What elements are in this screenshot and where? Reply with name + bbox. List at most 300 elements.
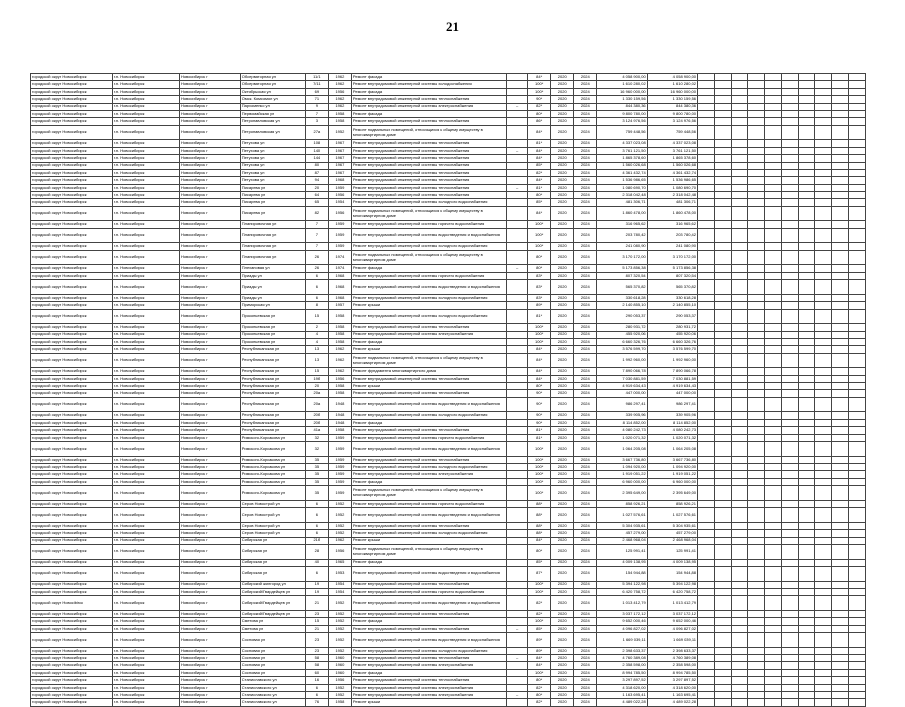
cell-region: Новосибирск г <box>179 103 240 110</box>
cell-dash <box>507 390 528 397</box>
cell-empty <box>849 199 866 206</box>
cell-year: 1959 <box>328 442 351 457</box>
cell-empty <box>765 272 782 279</box>
cell-y2: 2024 <box>574 302 597 309</box>
cell-dash <box>507 302 528 309</box>
cell-empty <box>731 368 748 375</box>
cell-y2: 2024 <box>574 530 597 537</box>
cell-house: 23 <box>305 610 328 617</box>
cell-empty <box>765 192 782 199</box>
cell-dash <box>507 96 528 103</box>
cell-y2: 2024 <box>574 390 597 397</box>
table-row <box>31 508 866 523</box>
cell-empty <box>815 338 832 345</box>
cell-dash <box>507 486 528 501</box>
cell-empty <box>781 500 798 507</box>
cell-empty <box>815 559 832 566</box>
table-row <box>31 566 866 581</box>
cell-empty <box>765 169 782 176</box>
cell-empty <box>849 338 866 345</box>
cell-empty <box>849 125 866 140</box>
cell-empty <box>714 537 731 544</box>
cell-empty <box>798 177 815 184</box>
cell-pct: 100* <box>528 456 551 463</box>
cell-year: 1968 <box>328 294 351 301</box>
cell-locality: г.п. Новосибирск <box>112 618 179 625</box>
cell-dash <box>507 397 528 412</box>
cell-region: Новосибирск г <box>179 427 240 434</box>
cell-sum2: 1 992 960,00 <box>647 353 697 368</box>
cell-year: 1952 <box>328 125 351 140</box>
cell-sum2: 339 905,96 <box>647 412 697 419</box>
cell-empty <box>798 272 815 279</box>
cell-empty <box>714 265 731 272</box>
cell-empty <box>832 368 849 375</box>
cell-empty <box>781 324 798 331</box>
cell-empty <box>849 677 866 684</box>
cell-year: 1952 <box>328 508 351 523</box>
cell-sum2: 3 576 599,70 <box>647 346 697 353</box>
cell-empty <box>849 397 866 412</box>
cell-sum2: 1 094 920,00 <box>647 464 697 471</box>
cell-pct: 100* <box>528 464 551 471</box>
cell-empty <box>849 684 866 691</box>
cell-empty <box>731 184 748 191</box>
cell-empty <box>849 544 866 559</box>
cell-empty <box>815 324 832 331</box>
cell-street: Прокопьевская ул <box>240 309 305 324</box>
cell-dash <box>507 368 528 375</box>
cell-district: городской округ Новосибирск <box>31 177 113 184</box>
cell-house: 58 <box>305 662 328 669</box>
cell-pct: 90* <box>528 397 551 412</box>
cell-empty <box>832 478 849 485</box>
cell-empty <box>698 302 715 309</box>
cell-empty <box>781 184 798 191</box>
cell-y1: 2020 <box>551 537 574 544</box>
cell-empty <box>731 110 748 117</box>
cell-empty <box>781 331 798 338</box>
cell-locality: г.п. Новосибирск <box>112 169 179 176</box>
cell-empty <box>731 633 748 648</box>
cell-locality: г.п. Новосибирск <box>112 434 179 441</box>
cell-district: городской округ Новосибирск <box>31 508 113 523</box>
cell-y1: 2020 <box>551 596 574 611</box>
cell-region: Новосибирск г <box>179 471 240 478</box>
cell-dash: – <box>507 103 528 110</box>
table-row <box>31 103 866 110</box>
cell-street: Приморская ул <box>240 302 305 309</box>
cell-empty <box>714 677 731 684</box>
cell-dash <box>507 353 528 368</box>
cell-empty <box>748 280 765 295</box>
cell-sum2: 5 173 856,38 <box>647 265 697 272</box>
cell-empty <box>815 596 832 611</box>
cell-year: 1956 <box>328 88 351 95</box>
cell-house: 32 <box>305 442 328 457</box>
cell-sum2: 6 420 758,72 <box>647 588 697 595</box>
cell-district: городской округ Новосибирск <box>31 199 113 206</box>
cell-empty <box>731 500 748 507</box>
cell-dash <box>507 206 528 221</box>
cell-empty <box>798 206 815 221</box>
cell-empty <box>714 206 731 221</box>
cell-empty <box>849 647 866 654</box>
cell-district: городской округ Новосибирск <box>31 699 113 706</box>
cell-year: 1959 <box>328 478 351 485</box>
cell-locality: г.п. Новосибирск <box>112 692 179 699</box>
cell-y2: 2024 <box>574 427 597 434</box>
table-row <box>31 81 866 88</box>
cell-empty <box>714 331 731 338</box>
cell-empty <box>815 442 832 457</box>
cell-sum1: 1 163 695,41 <box>597 692 647 699</box>
cell-street: Республиканская ул <box>240 383 305 390</box>
cell-pct: 84* <box>528 74 551 81</box>
cell-locality: г.п. Новосибирск <box>112 500 179 507</box>
cell-district: городской округ Новосибирск <box>31 147 113 154</box>
cell-empty <box>748 684 765 691</box>
cell-sum1: 1 560 026,68 <box>597 162 647 169</box>
cell-empty <box>832 559 849 566</box>
cell-empty <box>714 272 731 279</box>
cell-empty <box>781 588 798 595</box>
cell-empty <box>815 662 832 669</box>
cell-house: 6 <box>305 522 328 529</box>
table-row <box>31 647 866 654</box>
cell-empty <box>832 125 849 140</box>
cell-year: 1952 <box>328 684 351 691</box>
cell-empty <box>849 669 866 676</box>
cell-region: Новосибирск г <box>179 610 240 617</box>
cell-dash <box>507 110 528 117</box>
cell-empty <box>781 478 798 485</box>
cell-pct: 84* <box>528 353 551 368</box>
cell-empty <box>714 566 731 581</box>
cell-locality: г.п. Новосибирск <box>112 655 179 662</box>
cell-street: Октябрьская ул <box>240 88 305 95</box>
cell-region: Новосибирск г <box>179 655 240 662</box>
cell-empty <box>815 618 832 625</box>
cell-empty <box>781 250 798 265</box>
cell-year: 1962 <box>328 81 351 88</box>
cell-region: Новосибирск г <box>179 147 240 154</box>
cell-locality: г.п. Новосибирск <box>112 537 179 544</box>
cell-empty <box>781 390 798 397</box>
cell-pct: 100* <box>528 486 551 501</box>
cell-y2: 2024 <box>574 397 597 412</box>
cell-empty <box>698 655 715 662</box>
cell-y1: 2020 <box>551 456 574 463</box>
cell-empty <box>849 221 866 228</box>
cell-empty <box>731 522 748 529</box>
cell-empty <box>849 140 866 147</box>
cell-empty <box>748 184 765 191</box>
cell-sum1: 1 992 960,00 <box>597 353 647 368</box>
cell-house: 69 <box>305 88 328 95</box>
cell-street: Республиканская ул <box>240 368 305 375</box>
cell-sum2: 1 536 986,65 <box>647 177 697 184</box>
cell-empty <box>815 103 832 110</box>
cell-district: городской округ Новосибирск <box>31 478 113 485</box>
table-row <box>31 294 866 301</box>
cell-house: 20 <box>305 184 328 191</box>
cell-empty <box>698 486 715 501</box>
cell-pct: 100* <box>528 618 551 625</box>
table-row <box>31 419 866 426</box>
cell-year: 1952 <box>328 633 351 648</box>
cell-district: городской округ Новосибирск <box>31 375 113 382</box>
cell-work: Ремонт фасада <box>351 559 506 566</box>
cell-region: Новосибирск г <box>179 588 240 595</box>
cell-empty <box>748 199 765 206</box>
cell-empty <box>765 118 782 125</box>
table-row <box>31 397 866 412</box>
cell-region: Новосибирск г <box>179 353 240 368</box>
cell-empty <box>781 486 798 501</box>
cell-year: 1948 <box>328 397 351 412</box>
cell-region: Новосибирск г <box>179 618 240 625</box>
cell-pct: 84* <box>528 125 551 140</box>
cell-empty <box>815 169 832 176</box>
cell-y1: 2020 <box>551 103 574 110</box>
cell-dash <box>507 434 528 441</box>
cell-empty <box>849 162 866 169</box>
cell-empty <box>832 383 849 390</box>
cell-dash <box>507 647 528 654</box>
cell-pct: 84* <box>528 368 551 375</box>
cell-empty <box>698 177 715 184</box>
cell-region: Новосибирск г <box>179 302 240 309</box>
cell-dash <box>507 309 528 324</box>
cell-region: Новосибирск г <box>179 331 240 338</box>
cell-pct: 100* <box>528 471 551 478</box>
cell-y1: 2020 <box>551 177 574 184</box>
cell-work: Ремонт внутридомовой инженерной системы холодного водоснабжения <box>351 530 506 537</box>
cell-locality: г.п. Новосибирск <box>112 280 179 295</box>
cell-empty <box>849 692 866 699</box>
cell-empty <box>698 618 715 625</box>
cell-empty <box>781 442 798 457</box>
cell-dash <box>507 155 528 162</box>
table-row <box>31 177 866 184</box>
cell-empty <box>698 103 715 110</box>
cell-empty <box>731 699 748 706</box>
cell-empty <box>731 486 748 501</box>
cell-dash <box>507 522 528 529</box>
cell-empty <box>731 177 748 184</box>
cell-region: Новосибирск г <box>179 250 240 265</box>
cell-empty <box>748 375 765 382</box>
cell-y2: 2024 <box>574 588 597 595</box>
cell-locality: г.п. Новосибирск <box>112 103 179 110</box>
cell-empty <box>714 692 731 699</box>
cell-empty <box>781 147 798 154</box>
cell-locality: г.п. Новосибирск <box>112 633 179 648</box>
cell-empty <box>765 442 782 457</box>
cell-y2: 2024 <box>574 464 597 471</box>
cell-empty <box>731 537 748 544</box>
table-row <box>31 96 866 103</box>
cell-y1: 2020 <box>551 110 574 117</box>
cell-empty <box>731 353 748 368</box>
cell-year: 1958 <box>328 383 351 390</box>
cell-street: Петухова ул <box>240 140 305 147</box>
cell-empty <box>748 412 765 419</box>
cell-house: 87 <box>305 169 328 176</box>
cell-y2: 2024 <box>574 699 597 706</box>
cell-empty <box>798 478 815 485</box>
cell-sum1: 481 306,71 <box>597 199 647 206</box>
cell-empty <box>714 103 731 110</box>
cell-empty <box>781 692 798 699</box>
cell-empty <box>731 419 748 426</box>
cell-empty <box>849 655 866 662</box>
cell-sum1: 457 279,00 <box>597 530 647 537</box>
cell-sum2: 455 920,06 <box>647 331 697 338</box>
cell-y1: 2020 <box>551 677 574 684</box>
cell-dash <box>507 162 528 169</box>
cell-empty <box>798 192 815 199</box>
cell-district: городской округ Новосибирск <box>31 155 113 162</box>
cell-year: 1959 <box>328 456 351 463</box>
table-row <box>31 228 866 243</box>
cell-empty <box>765 96 782 103</box>
cell-empty <box>832 530 849 537</box>
cell-y2: 2024 <box>574 559 597 566</box>
cell-locality: г.п. Новосибирск <box>112 184 179 191</box>
cell-house: 4 <box>305 331 328 338</box>
cell-empty <box>765 228 782 243</box>
cell-y1: 2020 <box>551 118 574 125</box>
cell-district: городской округ Новосибирск <box>31 294 113 301</box>
cell-empty <box>832 544 849 559</box>
cell-empty <box>815 412 832 419</box>
cell-empty <box>781 294 798 301</box>
cell-year: 1952 <box>328 522 351 529</box>
cell-empty <box>731 338 748 345</box>
cell-dash <box>507 559 528 566</box>
cell-empty <box>765 434 782 441</box>
table-row <box>31 169 866 176</box>
cell-house: 6 <box>305 500 328 507</box>
cell-year: 1968 <box>328 272 351 279</box>
cell-empty <box>849 390 866 397</box>
cell-empty <box>748 155 765 162</box>
cell-street: Серов Новострой ул <box>240 522 305 529</box>
cell-district: городской округ Новосибирск <box>31 684 113 691</box>
cell-empty <box>731 81 748 88</box>
cell-dash <box>507 427 528 434</box>
cell-empty <box>832 397 849 412</box>
cell-empty <box>714 500 731 507</box>
cell-empty <box>815 280 832 295</box>
cell-region: Новосибирск г <box>179 140 240 147</box>
cell-sum1: 4 489 022,28 <box>597 699 647 706</box>
table-row <box>31 110 866 117</box>
cell-empty <box>748 692 765 699</box>
cell-empty <box>731 625 748 632</box>
cell-work: Ремонт фасада <box>351 265 506 272</box>
cell-empty <box>714 471 731 478</box>
cell-locality: г.п. Новосибирск <box>112 471 179 478</box>
cell-empty <box>765 464 782 471</box>
cell-empty <box>714 162 731 169</box>
cell-sum1: 1 027 576,61 <box>597 508 647 523</box>
cell-region: Новосибирск г <box>179 74 240 81</box>
cell-empty <box>714 81 731 88</box>
cell-region: Новосибирск г <box>179 243 240 250</box>
cell-pct: 100* <box>528 81 551 88</box>
cell-dash <box>507 537 528 544</box>
cell-district: городской округ Новосибирск <box>31 500 113 507</box>
cell-empty <box>849 294 866 301</box>
cell-sum2: 1 020 071,32 <box>647 434 697 441</box>
cell-street: Сибирский/Гвардейцев ул <box>240 596 305 611</box>
cell-street: Обсерваторная ул <box>240 81 305 88</box>
cell-empty <box>849 625 866 632</box>
cell-empty <box>798 110 815 117</box>
cell-empty <box>748 250 765 265</box>
cell-dash <box>507 74 528 81</box>
table-row <box>31 442 866 457</box>
cell-empty <box>714 368 731 375</box>
cell-locality: г.п. Новосибирск <box>112 206 179 221</box>
cell-empty <box>748 265 765 272</box>
cell-empty <box>731 442 748 457</box>
cell-empty <box>748 169 765 176</box>
cell-locality: г.п. Новосибирск <box>112 508 179 523</box>
cell-house: 6 <box>305 530 328 537</box>
cell-region: Новосибирск г <box>179 412 240 419</box>
cell-empty <box>731 294 748 301</box>
cell-house: 13 <box>305 346 328 353</box>
cell-empty <box>815 434 832 441</box>
cell-empty <box>698 625 715 632</box>
cell-empty <box>748 221 765 228</box>
cell-empty <box>849 324 866 331</box>
table-row <box>31 412 866 419</box>
cell-y2: 2024 <box>574 147 597 154</box>
cell-empty <box>849 228 866 243</box>
cell-pct: 88* <box>528 500 551 507</box>
cell-street: Римского-Корсакова ул <box>240 471 305 478</box>
cell-y1: 2020 <box>551 74 574 81</box>
cell-work: Ремонт подвальных помещений, относящихся к общему имуществу в многоквартирном доме <box>351 206 506 221</box>
cell-locality: г.п. Новосибирск <box>112 383 179 390</box>
cell-empty <box>698 610 715 617</box>
cell-empty <box>832 699 849 706</box>
cell-sum1: 3 667 736,80 <box>597 456 647 463</box>
cell-district: городской округ Новосибирск <box>31 353 113 368</box>
cell-empty <box>731 397 748 412</box>
cell-empty <box>815 537 832 544</box>
table-row <box>31 162 866 169</box>
cell-empty <box>748 302 765 309</box>
cell-empty <box>731 346 748 353</box>
cell-empty <box>714 390 731 397</box>
cell-empty <box>714 699 731 706</box>
cell-empty <box>714 647 731 654</box>
cell-empty <box>815 140 832 147</box>
cell-region: Новосибирск г <box>179 280 240 295</box>
cell-empty <box>849 206 866 221</box>
cell-year: 1959 <box>328 434 351 441</box>
cell-empty <box>815 118 832 125</box>
cell-sum2: 1 610 280,02 <box>647 81 697 88</box>
cell-y1: 2020 <box>551 302 574 309</box>
cell-empty <box>832 147 849 154</box>
